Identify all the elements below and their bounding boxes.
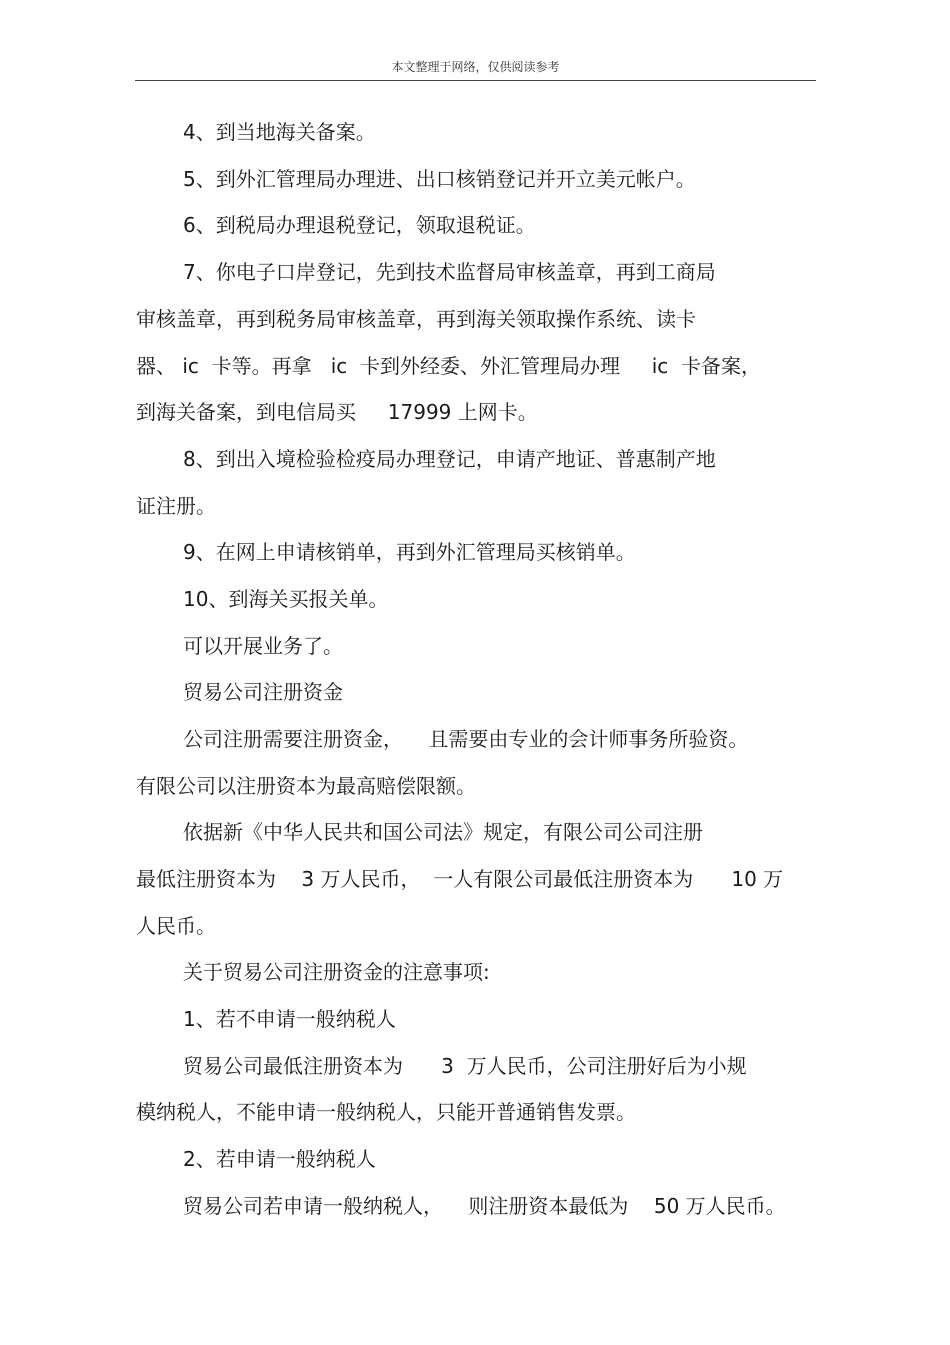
paragraph-line: 7、你电子口岸登记，先到技术监督局审核盖章，再到工商局 (183, 260, 716, 284)
list-item-heading: 2、若申请一般纳税人 (183, 1147, 376, 1171)
paragraph-line: 贸易公司若申请一般纳税人， 则注册资本最低为 50 万人民币。 (183, 1194, 786, 1218)
section-heading: 贸易公司注册资金 (183, 680, 343, 704)
paragraph-line: 9、在网上申请核销单，再到外汇管理局买核销单。 (183, 540, 636, 564)
paragraph-line: 人民币。 (136, 914, 216, 938)
header-rule (135, 80, 816, 81)
paragraph-line: 关于贸易公司注册资金的注意事项: (183, 960, 490, 984)
list-item-heading: 1、若不申请一般纳税人 (183, 1007, 396, 1031)
paragraph-line: 依据新《中华人民共和国公司法》规定，有限公司公司注册 (183, 820, 703, 844)
paragraph-line: 可以开展业务了。 (183, 634, 343, 658)
paragraph-line: 6、到税局办理退税登记，领取退税证。 (183, 213, 536, 237)
paragraph-line: 公司注册需要注册资金， 且需要由专业的会计师事务所验资。 (183, 727, 749, 751)
paragraph-line: 5、到外汇管理局办理进、出口核销登记并开立美元帐户。 (183, 167, 696, 191)
paragraph-line: 审核盖章，再到税务局审核盖章，再到海关领取操作系统、读卡 (136, 307, 696, 331)
paragraph-line: 8、到出入境检验检疫局办理登记，申请产地证、普惠制产地 (183, 447, 716, 471)
paragraph-line: 器、 ic 卡等。再拿 ic 卡到外经委、外汇管理局办理 ic 卡备案， (136, 354, 762, 378)
paragraph-line: 有限公司以注册资本为最高赔偿限额。 (136, 774, 476, 798)
paragraph-line: 贸易公司最低注册资本为 3 万人民币，公司注册好后为小规 (183, 1054, 747, 1078)
paragraph-line: 证注册。 (136, 494, 216, 518)
page-header: 本文整理于网络，仅供阅读参考 (391, 60, 560, 74)
paragraph-line: 4、到当地海关备案。 (183, 120, 376, 144)
paragraph-line: 模纳税人，不能申请一般纳税人，只能开普通销售发票。 (136, 1100, 636, 1124)
paragraph-line: 10、到海关买报关单。 (183, 587, 389, 611)
paragraph-line: 最低注册资本为 3 万人民币， 一人有限公司最低注册资本为 10 万 (136, 867, 784, 891)
paragraph-line: 到海关备案，到电信局买 17999 上网卡。 (136, 400, 538, 424)
